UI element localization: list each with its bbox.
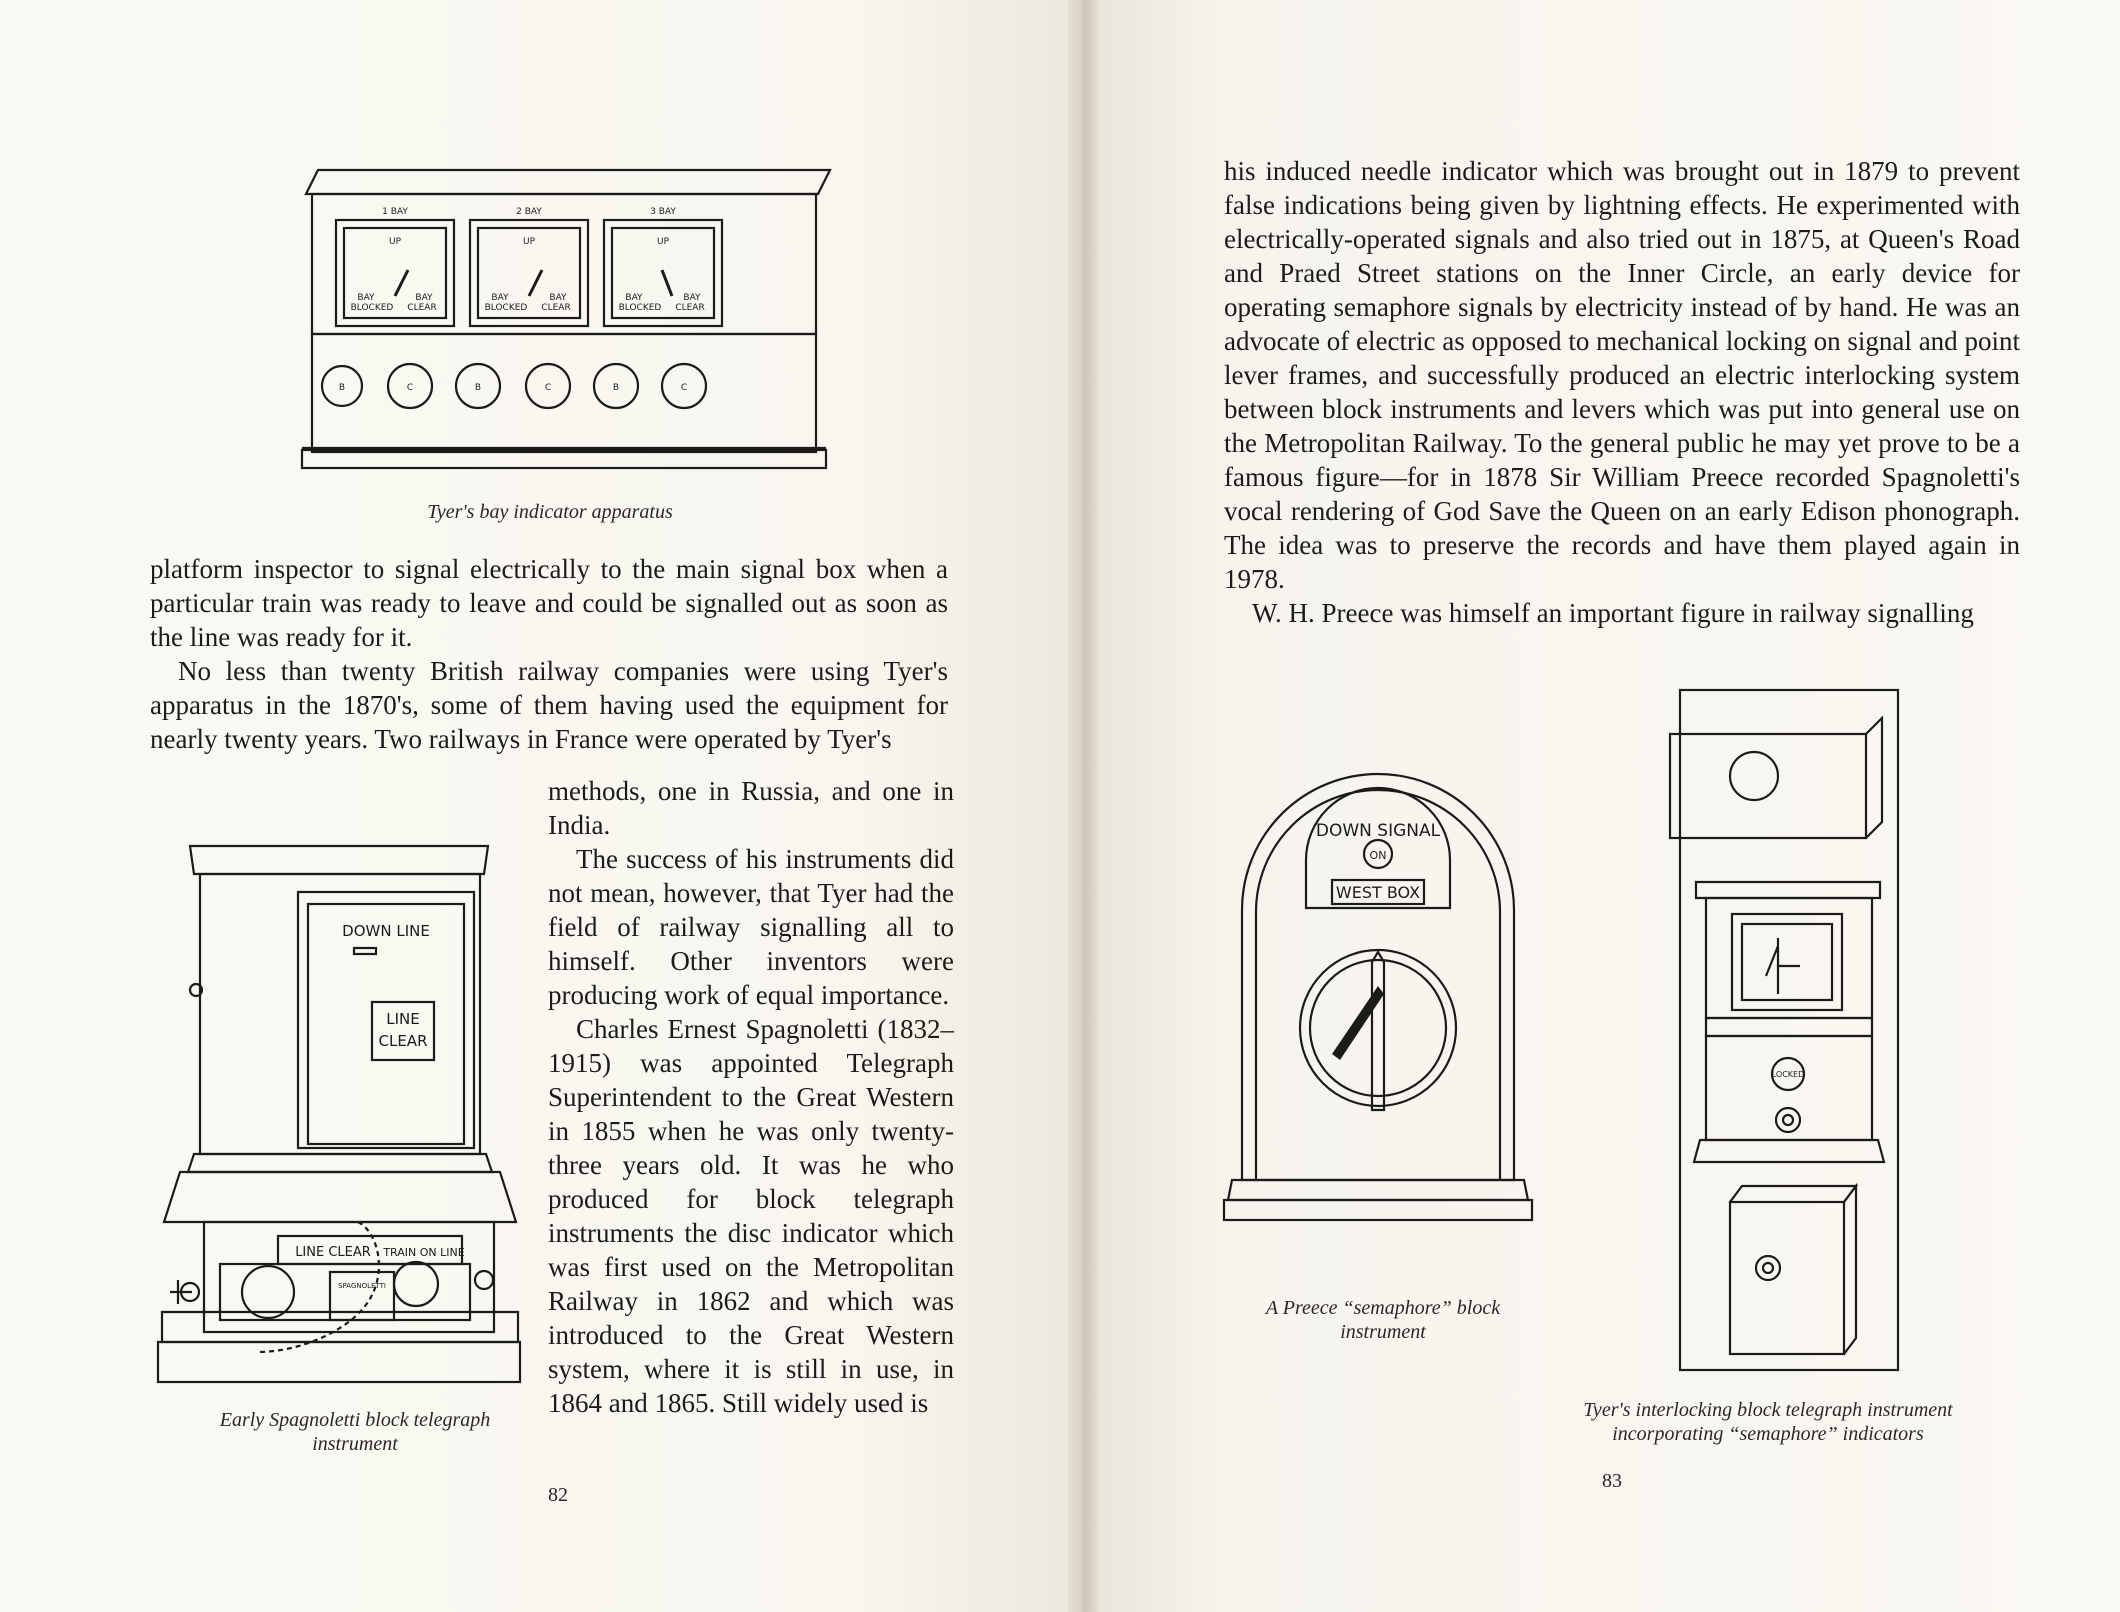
right-paragraph-1: his induced needle indicator which was brought out in 1879 to prevent false indications being given by lightning effects. He experimented with electrically-operated signals and also tried out in 1875, at Queen's Road and Praed Street stations on the Inner Circle, an early device for operating semaphore signals by electricity instead of by hand. He was an advocate of electric as opposed to mechanical locking on signal and point lever frames, and successfully produced an electric interlocking system between block instruments and levers which was put into general use on the Metropolitan Railway. To the general public he may yet prove to be a famous figure—for in 1878 Sir William Preece recorded Spagnoletti's vocal rendering of God Save the Queen on an early Edison phonograph. The idea was to preserve the records and have them played again in 1978. — [1224, 156, 2020, 594]
train-on-line-plate: TRAIN ON LINE — [383, 1246, 465, 1259]
left-paragraph-3: The success of his instruments did not mean, however, that Tyer had the field of railway signalling all to himself. Other inventors were producing work of equal importance. — [548, 844, 954, 1010]
bay-word-1b: BAY — [415, 293, 433, 303]
up-label-1: UP — [388, 237, 402, 247]
bay-label-2: 2 BAY — [516, 207, 542, 217]
spagnoletti-caption: Early Spagnoletti block telegraph instrument — [219, 1409, 491, 1455]
bay-word-1a: BAY — [357, 293, 375, 303]
right-text — [1224, 154, 2020, 630]
knob-label-5: B — [612, 383, 620, 393]
locked-label: LOCKED — [1771, 1070, 1805, 1079]
tyer-interlocking-caption: Tyer's interlocking block telegraph instrument incorporating “semaphore” indicators — [1583, 1399, 1953, 1445]
bay-blocked-2: BLOCKED — [484, 303, 528, 313]
bay-word-2b: BAY — [549, 293, 567, 303]
bay-word-3b: BAY — [683, 293, 701, 303]
maker-plate: SPAGNOLETTI — [338, 1282, 386, 1290]
knob-label-1: B — [338, 383, 346, 393]
right-page — [1098, 0, 2120, 1612]
left-text-column — [548, 774, 954, 1420]
bay-blocked-1: BLOCKED — [350, 303, 394, 313]
knob-label-4: C — [544, 383, 552, 393]
page-number-right: 83 — [1602, 1470, 1622, 1492]
knob-label-2: C — [406, 383, 414, 393]
left-text-top — [150, 552, 948, 756]
bay-clear-3: CLEAR — [675, 303, 705, 313]
tyer-interlocking-illustration — [1670, 676, 1910, 1376]
book-gutter — [1068, 0, 1098, 1612]
bay-indicator-caption: Tyer's bay indicator apparatus — [427, 501, 673, 523]
knob-label-6: C — [680, 383, 688, 393]
clear-label: CLEAR — [378, 1032, 428, 1050]
left-paragraph-1: platform inspector to signal electrically to the main signal box when a particular train was ready to leave and could be signalled out as soon as the line was ready for it. — [150, 554, 948, 652]
bay-word-2a: BAY — [491, 293, 509, 303]
down-line-label: DOWN LINE — [342, 922, 430, 940]
bay-label-1: 1 BAY — [382, 207, 408, 217]
line-label: LINE — [386, 1010, 420, 1028]
page-number-left: 82 — [548, 1484, 568, 1506]
bay-blocked-3: BLOCKED — [618, 303, 662, 313]
bay-label-3: 3 BAY — [650, 207, 676, 217]
up-label-3: UP — [656, 237, 670, 247]
knob-label-3: B — [474, 383, 482, 393]
right-paragraph-2: W. H. Preece was himself an important figure in railway signalling — [1252, 598, 1974, 628]
bay-indicator-illustration — [300, 160, 840, 470]
down-signal-label: DOWN SIGNAL — [1315, 821, 1441, 841]
preece-caption: A Preece “semaphore” block instrument — [1265, 1297, 1501, 1343]
spagnoletti-illustration — [148, 832, 528, 1392]
line-clear-plate: LINE CLEAR — [295, 1245, 371, 1260]
on-label: ON — [1369, 849, 1387, 862]
west-box-label: WEST BOX — [1335, 883, 1421, 902]
preece-instrument-illustration — [1228, 740, 1528, 1260]
bay-word-3a: BAY — [625, 293, 643, 303]
bay-clear-2: CLEAR — [541, 303, 571, 313]
bay-clear-1: CLEAR — [407, 303, 437, 313]
up-label-2: UP — [522, 237, 536, 247]
left-paragraph-2: No less than twenty British railway companies were using Tyer's apparatus in the 1870's, some of them having used the equipment for nearly twenty years. Two railways in France were operated by Tyer's — [150, 656, 948, 754]
left-paragraph-4: Charles Ernest Spagnoletti (1832–1915) was appointed Telegraph Superintendent to the Great Western in 1855 when he was only twenty-three years old. It was he who produced for block telegraph instruments the disc indicator which was first used on the Metropolitan Railway in 1862 and which was introduced to the Great Western system, where it is still in use, in 1864 and 1865. Still widely used is — [548, 1014, 954, 1418]
left-column-continuation: methods, one in Russia, and one in India. — [548, 776, 954, 840]
